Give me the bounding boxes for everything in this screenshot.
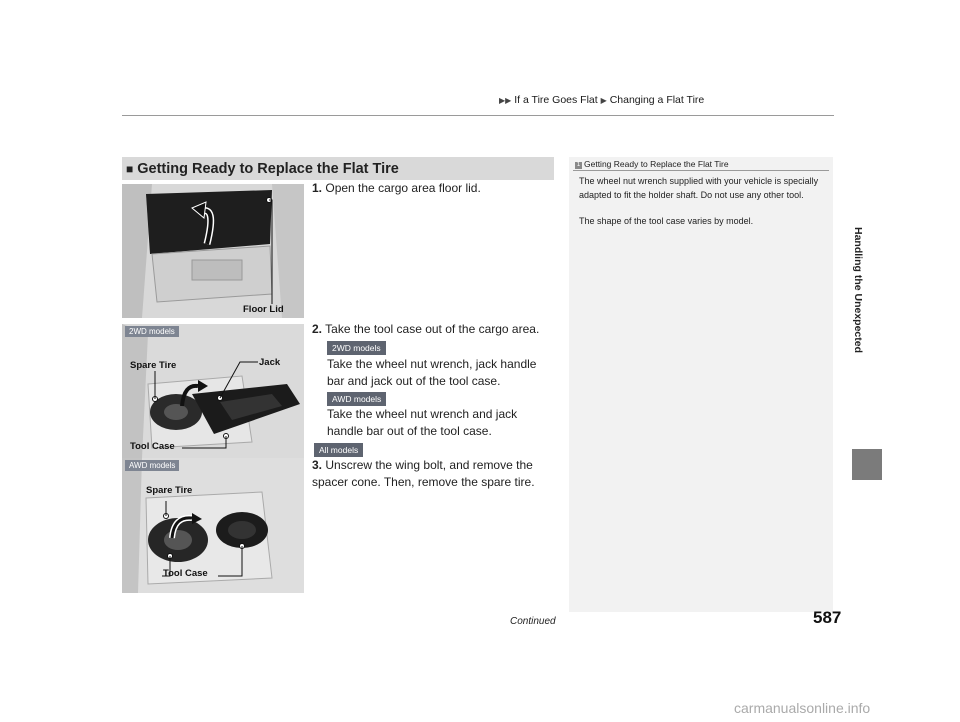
label-floor-lid: Floor Lid [243,304,284,315]
watermark: carmanualsonline.info [734,700,871,716]
step-2-2wd-text: Take the wheel nut wrench, jack handle bar and jack out of the tool case. [327,357,537,388]
chapter-tab [852,449,882,480]
pill-2wd-models: 2WD models [327,341,386,355]
note-rule [573,170,829,171]
breadcrumb-arrow-icon: ▶ [600,96,607,105]
side-note [569,157,833,612]
breadcrumb-arrow-icon: ▶▶ [499,96,512,105]
side-chapter-title: Handling the Unexpected [852,226,864,353]
step-3-text: Unscrew the wing bolt, and remove the spacer cone. Then, remove the spare tire. [312,458,535,489]
pill-all-models: All models [314,443,363,457]
header-rule [122,115,834,116]
note-header [575,159,729,169]
note-icon: 1 [576,162,581,168]
floor-lid-illustration [122,184,304,318]
label-spare-tire-2wd: Spare Tire [130,360,177,371]
breadcrumb [499,94,704,106]
continued-label: Continued [510,616,556,627]
page-number: 587 [813,608,842,627]
note-title: Getting Ready to Replace the Flat Tire [584,159,729,169]
section-header [122,157,554,180]
label-tool-case-awd: Tool Case [163,568,208,579]
step-1-text: Open the cargo area floor lid. [325,181,481,195]
step-1-number: 1. [312,181,323,195]
note-paragraph-1: The wheel nut wrench supplied with your vehicle is specially adapted to fit the holder shaft. Do not use any other tool. [579,176,819,200]
note-body [579,175,825,242]
callout-lines-2wd [122,324,304,458]
pill-awd-models: AWD models [327,392,386,406]
note-paragraph-2: The shape of the tool case varies by model. [579,216,754,226]
figure-tag-2wd: 2WD models [125,326,179,337]
label-spare-tire-awd: Spare Tire [146,485,193,496]
label-jack: Jack [259,357,281,368]
figure-floor-lid [122,184,304,318]
step-2-text: Take the tool case out of the cargo area. [325,322,540,336]
label-tool-case-2wd: Tool Case [130,441,175,452]
figure-tag-awd: AWD models [125,460,179,471]
step-2-number: 2. [312,322,323,336]
section-marker-icon: ■ [126,161,134,176]
step-1 [312,180,552,197]
step-2-awd-text: Take the wheel nut wrench and jack handle bar out of the tool case. [327,407,518,438]
step-3-number: 3. [312,458,323,472]
callout-lines-awd [122,458,304,593]
step-3 [312,457,548,491]
section-title: Getting Ready to Replace the Flat Tire [137,160,399,177]
step-2 [312,321,552,338]
breadcrumb-part1: If a Tire Goes Flat [514,94,598,106]
breadcrumb-part2: Changing a Flat Tire [609,94,705,106]
